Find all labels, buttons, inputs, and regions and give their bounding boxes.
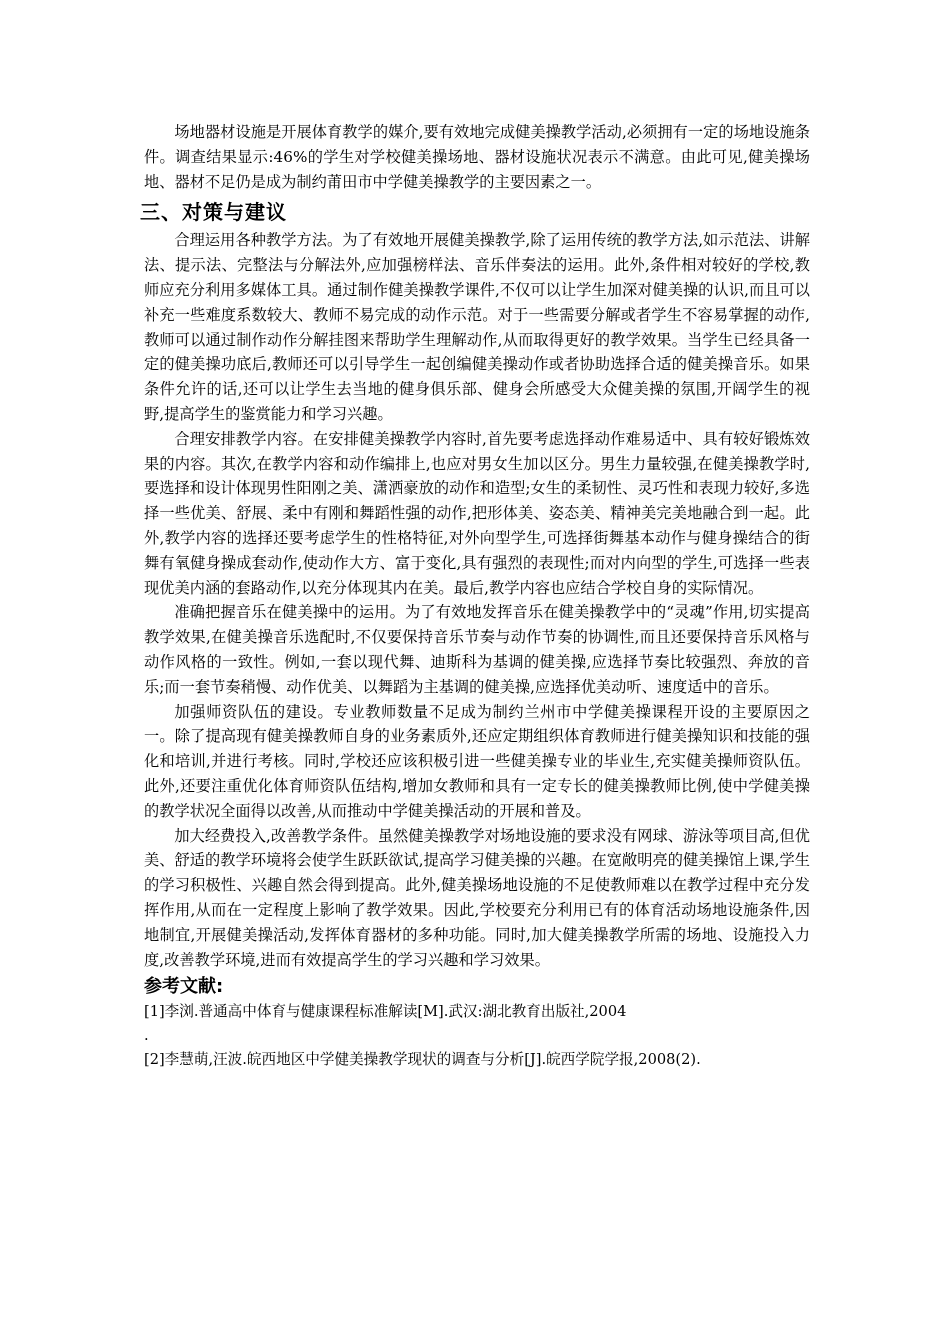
references-title: 参考文献: <box>144 976 224 998</box>
paragraph-teaching-methods: 合理运用各种教学方法。为了有效地开展健美操教学,除了运用传统的教学方法,如示范法、讲解法、提示法、完整法与分解法外,应加强榜样法、音乐伴奏法的运用。此外,条件相对较好的学校,教师应充分利用多媒体工具。通过制作健美操教学课件,不仅可以让学生加深对健美操的认识,而且可以补充一些难度系数较大、教师不易完成的动作示范。对于一些需要分解或者学生不容易掌握的动作,教师可以通过制作动作分解挂图来帮助学生理解动作,从而取得更好的教学效果。当学生已经具备一定的健美操功底后,教师还可以引导学生一起创编健美操动作或者协助选择合适的健美操音乐。如果条件允许的话,还可以让学生去当地的健身俱乐部、健身会所感受大众健美操的氛围,开阔学生的视野,提高学生的鉴赏能力和学习兴趣。 <box>144 231 810 423</box>
paragraph-teachers: 加强师资队伍的建设。专业教师数量不足成为制约兰州市中学健美操课程开设的主要原因之一。除了提高现有健美操教师自身的业务素质外,还应定期组织体育教师进行健美操知识和技能的强化和培训,并进行考核。同时,学校还应该积极引进一些健美操专业的毕业生,充实健美操师资队伍。此外,还要注重优化体育师资队伍结构,增加女教师和具有一定专长的健美操教师比例,使中学健美操的教学状况全面得以改善,从而推动中学健美操活动的开展和普及。 <box>144 702 810 820</box>
paragraph-funding: 加大经费投入,改善教学条件。虽然健美操教学对场地设施的要求没有网球、游泳等项目高,但优美、舒适的教学环境将会使学生跃跃欲试,提高学习健美操的兴趣。在宽敞明亮的健美操馆上课,学生的学习积极性、兴趣自然会得到提高。此外,健美操场地设施的不足使教师难以在教学过程中充分发挥作用,从而在一定程度上影响了教学效果。因此,学校要充分利用已有的体育活动场地设施条件,因地制宜,开展健美操活动,发挥体育器材的多种功能。同时,加大健美操教学所需的场地、设施投入力度,改善教学环境,进而有效提高学生的学习兴趣和学习效果。 <box>144 826 810 969</box>
paragraph-teaching-content: 合理安排教学内容。在安排健美操教学内容时,首先要考虑选择动作难易适中、具有较好锻炼效果的内容。其次,在教学内容和动作编排上,也应对男女生加以区分。男生力量较强,在健美操教学时,要选择和设计体现男性阳刚之美、潇洒豪放的动作和造型;女生的柔韧性、灵巧性和表现力较好,多选择一些优美、舒展、柔中有刚和舞蹈性强的动作,把形体美、姿态美、精神美完美地融合到一起。此外,教学内容的选择还要考虑学生的性格特征,对外向型学生,可选择街舞基本动作与健身操结合的街舞有氧健身操成套动作,使动作大方、富于变化,具有强烈的表现性;而对内向型的学生,可选择一些表现优美内涵的套路动作,以充分体现其内在美。最后,教学内容也应结合学校自身的实际情况。 <box>144 429 810 597</box>
reference-item: [2]李慧萌,汪波.皖西地区中学健美操教学现状的调查与分析[J].皖西学院学报,2008(2). <box>144 1051 701 1069</box>
document-body <box>140 120 810 1072</box>
reference-item: [1]李浏.普通高中体育与健康课程标准解读[M].武汉:湖北教育出版社,2004 <box>144 1003 627 1021</box>
paragraph-facilities: 场地器材设施是开展体育教学的媒介,要有效地完成健美操教学活动,必须拥有一定的场地设施条件。调查结果显示:46%的学生对学校健美操场地、器材设施状况表示不满意。由此可见,健美操场地、器材不足仍是成为制约莆田市中学健美操教学的主要因素之一。 <box>144 123 810 191</box>
reference-continuation: . <box>144 1027 149 1045</box>
section-heading: 三、对策与建议 <box>140 200 287 225</box>
paragraph-music: 准确把握音乐在健美操中的运用。为了有效地发挥音乐在健美操教学中的“灵魂”作用,切实提高教学效果,在健美操音乐选配时,不仅要保持音乐节奏与动作节奏的协调性,而且还要保持音乐风格与动作风格的一致性。例如,一套以现代舞、迪斯科为基调的健美操,应选择节奏比较强烈、奔放的音乐;而一套节奏稍慢、动作优美、以舞蹈为主基调的健美操,应选择优美动听、速度适中的音乐。 <box>144 603 810 696</box>
